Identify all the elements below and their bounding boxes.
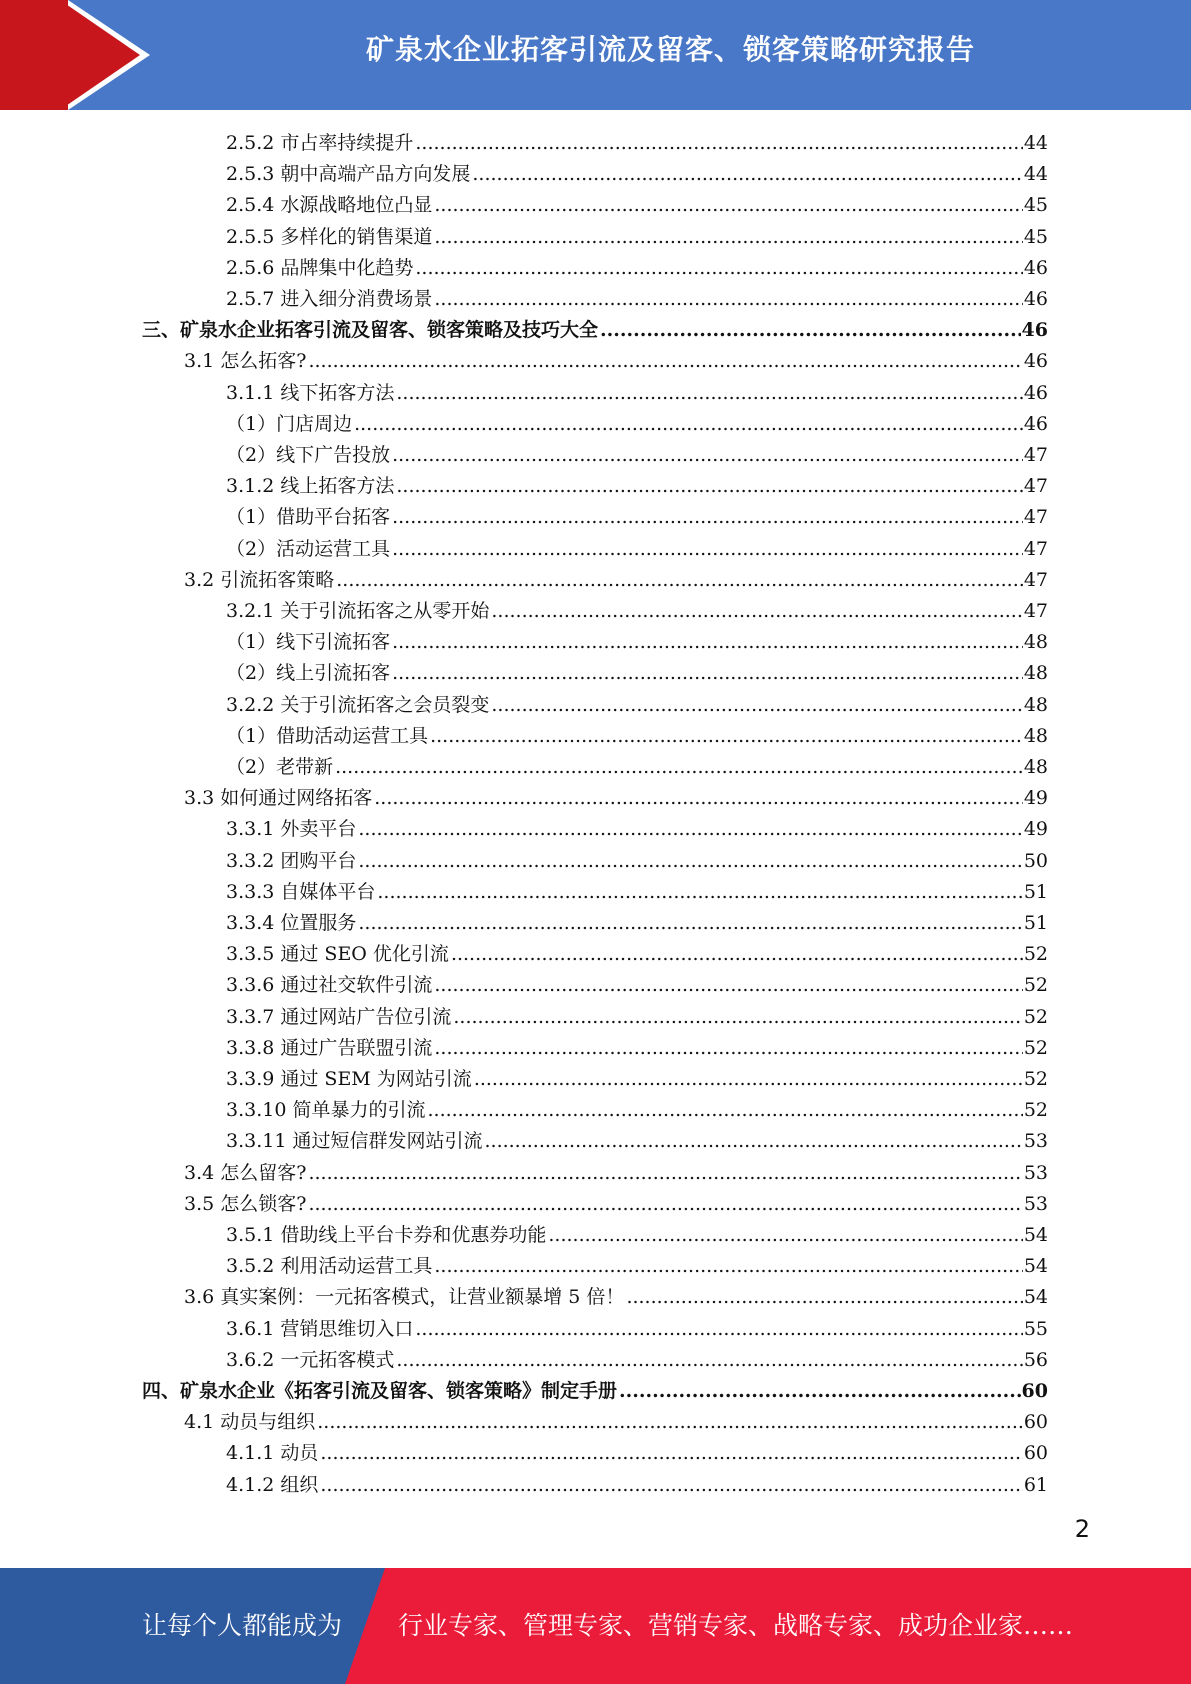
toc-entry-page: 51 bbox=[1023, 912, 1048, 934]
toc-entry-label: 2.5.3 朝中高端产品方向发展 bbox=[226, 163, 471, 186]
toc-dot-leader bbox=[453, 1002, 1022, 1033]
toc-entry-label: 3.3.6 通过社交软件引流 bbox=[226, 974, 433, 997]
toc-entry-label: 3.3.9 通过 SEM 为网站引流 bbox=[226, 1068, 472, 1090]
toc-entry[interactable] bbox=[226, 939, 1048, 970]
toc-entry-page: 56 bbox=[1023, 1348, 1048, 1371]
toc-entry[interactable] bbox=[226, 159, 1048, 190]
toc-entry-label: 3.5 怎么锁客? bbox=[184, 1192, 307, 1215]
toc-entry[interactable] bbox=[184, 1282, 1048, 1313]
toc-entry[interactable] bbox=[226, 814, 1048, 845]
toc-entry[interactable] bbox=[226, 190, 1048, 221]
toc-entry-page: 60 bbox=[1021, 1380, 1048, 1402]
toc-entry-label: （1）线下引流拓客 bbox=[226, 631, 391, 654]
toc-dot-leader bbox=[358, 814, 1022, 845]
toc-entry-label: 4.1.2 组织 bbox=[226, 1473, 319, 1496]
toc-dot-leader bbox=[396, 471, 1022, 502]
toc-entry[interactable] bbox=[184, 1407, 1048, 1438]
toc-entry-label: 3.3.2 团购平台 bbox=[226, 849, 357, 872]
toc-entry-label: 三、矿泉水企业拓客引流及留客、锁客策略及技巧大全 bbox=[142, 319, 599, 342]
toc-entry-page: 47 bbox=[1023, 568, 1048, 591]
footer-slogan-right: 行业专家、管理专家、营销专家、战略专家、成功企业家…… bbox=[398, 1611, 1074, 1640]
toc-dot-leader bbox=[434, 222, 1022, 253]
toc-entry-page: 52 bbox=[1023, 1005, 1048, 1028]
toc-dot-leader bbox=[392, 534, 1023, 565]
toc-entry[interactable] bbox=[142, 1376, 1048, 1407]
header-red-chevron bbox=[60, 0, 140, 110]
toc-entry[interactable] bbox=[226, 970, 1048, 1001]
toc-entry[interactable] bbox=[226, 534, 1048, 565]
toc-entry[interactable] bbox=[226, 752, 1048, 783]
toc-entry[interactable] bbox=[142, 315, 1048, 346]
toc-entry-label: （2）线下广告投放 bbox=[226, 444, 391, 466]
toc-entry-label: 2.5.6 品牌集中化趋势 bbox=[226, 256, 414, 279]
toc-dot-leader bbox=[358, 846, 1022, 877]
toc-entry-label: 3.3.7 通过网站广告位引流 bbox=[226, 1005, 452, 1028]
page-footer bbox=[0, 1568, 1191, 1684]
toc-entry-page: 44 bbox=[1023, 163, 1048, 186]
toc-dot-leader bbox=[320, 1470, 1022, 1501]
toc-dot-leader bbox=[308, 1189, 1022, 1220]
toc-dot-leader bbox=[392, 658, 1023, 689]
page-header bbox=[0, 0, 1191, 110]
toc-entry[interactable] bbox=[184, 565, 1048, 596]
toc-entry-label: 3.3.1 外卖平台 bbox=[226, 818, 357, 841]
toc-dot-leader bbox=[317, 1407, 1023, 1438]
report-title: 矿泉水企业拓客引流及留客、锁客策略研究报告 bbox=[365, 33, 975, 66]
toc-entry-page: 47 bbox=[1023, 475, 1048, 498]
toc-entry-label: 3.5.1 借助线上平台卡券和优惠券功能 bbox=[226, 1224, 547, 1246]
toc-dot-leader bbox=[415, 1314, 1022, 1345]
toc-entry[interactable] bbox=[226, 440, 1048, 471]
toc-entry-page: 48 bbox=[1023, 724, 1048, 747]
toc-entry[interactable] bbox=[226, 846, 1048, 877]
toc-dot-leader bbox=[548, 1220, 1022, 1251]
toc-entry-page: 49 bbox=[1023, 787, 1048, 810]
toc-entry-label: （1）借助活动运营工具 bbox=[226, 724, 429, 747]
toc-entry-label: 3.3.4 位置服务 bbox=[226, 912, 357, 934]
toc-entry[interactable] bbox=[226, 1438, 1048, 1469]
toc-entry-label: （2）活动运营工具 bbox=[226, 537, 391, 560]
toc-dot-leader bbox=[434, 190, 1022, 221]
toc-dot-leader bbox=[474, 1064, 1023, 1095]
toc-entry-label: 3.1.2 线上拓客方法 bbox=[226, 475, 395, 498]
toc-entry-page: 52 bbox=[1023, 1036, 1048, 1059]
toc-entry-page: 52 bbox=[1023, 974, 1048, 997]
toc-entry[interactable] bbox=[226, 284, 1048, 315]
toc-entry-page: 45 bbox=[1023, 225, 1048, 248]
toc-entry[interactable] bbox=[184, 1189, 1048, 1220]
toc-entry-page: 46 bbox=[1023, 256, 1048, 279]
toc-entry-page: 46 bbox=[1023, 412, 1048, 435]
toc-entry[interactable] bbox=[226, 502, 1048, 533]
toc-entry[interactable] bbox=[226, 627, 1048, 658]
toc-entry-page: 48 bbox=[1023, 662, 1048, 685]
toc-entry[interactable] bbox=[226, 1470, 1048, 1501]
toc-entry[interactable] bbox=[226, 471, 1048, 502]
toc-dot-leader bbox=[354, 409, 1023, 440]
toc-entry-page: 52 bbox=[1023, 1099, 1048, 1122]
toc-entry-page: 45 bbox=[1023, 194, 1048, 217]
toc-entry-page: 47 bbox=[1023, 506, 1048, 529]
toc-entry-label: 3.2.2 关于引流拓客之会员裂变 bbox=[226, 693, 490, 716]
toc-entry-label: 3.2 引流拓客策略 bbox=[184, 568, 335, 591]
toc-entry-page: 46 bbox=[1023, 350, 1048, 373]
toc-entry-page: 52 bbox=[1023, 1068, 1048, 1090]
toc-entry[interactable] bbox=[226, 1345, 1048, 1376]
footer-slogan-left: 让每个人都能成为 bbox=[142, 1611, 343, 1640]
toc-entry-label: （2）线上引流拓客 bbox=[226, 662, 391, 685]
toc-dot-leader bbox=[358, 908, 1022, 939]
toc-dot-leader bbox=[619, 1376, 1021, 1407]
toc-entry-page: 60 bbox=[1023, 1411, 1048, 1434]
toc-entry[interactable] bbox=[226, 1126, 1048, 1157]
toc-dot-leader bbox=[415, 128, 1022, 159]
toc-entry[interactable] bbox=[226, 690, 1048, 721]
toc-dot-leader bbox=[434, 1033, 1022, 1064]
toc-entry-page: 48 bbox=[1023, 756, 1048, 778]
toc-dot-leader bbox=[396, 1345, 1022, 1376]
toc-dot-leader bbox=[472, 159, 1022, 190]
toc-entry-page: 46 bbox=[1023, 288, 1048, 310]
toc-dot-leader bbox=[396, 378, 1022, 409]
toc-entry[interactable] bbox=[226, 1251, 1048, 1282]
toc-dot-leader bbox=[491, 596, 1022, 627]
toc-entry-page: 52 bbox=[1023, 943, 1048, 966]
toc-entry[interactable] bbox=[184, 783, 1048, 814]
toc-dot-leader bbox=[434, 284, 1022, 315]
toc-entry-page: 60 bbox=[1023, 1442, 1048, 1465]
toc-entry-page: 61 bbox=[1023, 1473, 1048, 1496]
toc-entry[interactable] bbox=[184, 1158, 1048, 1189]
toc-entry-page: 48 bbox=[1023, 631, 1048, 654]
toc-entry-label: 2.5.7 进入细分消费场景 bbox=[226, 288, 433, 310]
toc-dot-leader bbox=[335, 752, 1023, 783]
toc-dot-leader bbox=[392, 502, 1023, 533]
toc-dot-leader bbox=[600, 315, 1021, 346]
toc-entry-label: 3.3.3 自媒体平台 bbox=[226, 880, 376, 903]
toc-entry[interactable] bbox=[226, 721, 1048, 752]
toc-entry-label: 2.5.5 多样化的销售渠道 bbox=[226, 225, 433, 248]
toc-entry-label: 3.2.1 关于引流拓客之从零开始 bbox=[226, 600, 490, 622]
toc-dot-leader bbox=[336, 565, 1023, 596]
toc-dot-leader bbox=[427, 1095, 1022, 1126]
toc-entry[interactable] bbox=[184, 346, 1048, 377]
toc-entry[interactable] bbox=[226, 596, 1048, 627]
toc-entry-label: 2.5.4 水源战略地位凸显 bbox=[226, 194, 433, 217]
toc-entry[interactable] bbox=[226, 222, 1048, 253]
toc-entry-page: 54 bbox=[1023, 1286, 1048, 1309]
page-number: 2 bbox=[1074, 1515, 1090, 1543]
toc-entry[interactable] bbox=[226, 1314, 1048, 1345]
toc-entry-page: 49 bbox=[1023, 818, 1048, 841]
toc-dot-leader bbox=[626, 1282, 1022, 1313]
toc-entry-page: 53 bbox=[1023, 1161, 1048, 1184]
toc-entry-page: 47 bbox=[1023, 600, 1048, 622]
toc-entry-label: 3.5.2 利用活动运营工具 bbox=[226, 1255, 433, 1278]
toc-dot-leader bbox=[392, 627, 1023, 658]
toc-dot-leader bbox=[484, 1126, 1022, 1157]
toc-entry-page: 53 bbox=[1023, 1192, 1048, 1215]
toc-dot-leader bbox=[392, 440, 1023, 471]
toc-entry-label: 3.6.2 一元拓客模式 bbox=[226, 1348, 395, 1371]
toc-entry[interactable] bbox=[226, 253, 1048, 284]
toc-dot-leader bbox=[491, 690, 1022, 721]
toc-entry-page: 50 bbox=[1023, 849, 1048, 872]
toc-entry-label: （1）借助平台拓客 bbox=[226, 506, 391, 529]
toc-entry[interactable] bbox=[226, 658, 1048, 689]
toc-entry-label: 3.6.1 营销思维切入口 bbox=[226, 1317, 414, 1340]
toc-dot-leader bbox=[434, 1251, 1022, 1282]
toc-entry-page: 55 bbox=[1023, 1317, 1048, 1340]
toc-entry[interactable] bbox=[226, 378, 1048, 409]
toc-entry-label: （1）门店周边 bbox=[226, 412, 353, 435]
toc-entry-label: 4.1.1 动员 bbox=[226, 1442, 319, 1465]
toc-entry-page: 46 bbox=[1021, 319, 1048, 342]
toc-entry-label: （2）老带新 bbox=[226, 756, 334, 778]
toc-dot-leader bbox=[308, 1158, 1022, 1189]
toc-dot-leader bbox=[430, 721, 1023, 752]
toc-entry[interactable] bbox=[226, 1064, 1048, 1095]
toc-entry-label: 3.6 真实案例：一元拓客模式，让营业额暴增 5 倍！ bbox=[184, 1286, 625, 1309]
toc-entry-page: 44 bbox=[1023, 132, 1048, 154]
toc-entry-page: 53 bbox=[1023, 1130, 1048, 1153]
toc-entry-page: 47 bbox=[1023, 537, 1048, 560]
toc-entry[interactable] bbox=[226, 877, 1048, 908]
toc-entry-page: 51 bbox=[1023, 880, 1048, 903]
toc-entry[interactable] bbox=[226, 409, 1048, 440]
toc-entry-label: 3.3.10 简单暴力的引流 bbox=[226, 1099, 426, 1122]
toc-entry-label: 3.3.11 通过短信群发网站引流 bbox=[226, 1130, 483, 1153]
toc-entry-label: 3.3 如何通过网络拓客 bbox=[184, 787, 373, 810]
toc-dot-leader bbox=[451, 939, 1023, 970]
toc-entry[interactable] bbox=[226, 908, 1048, 939]
toc-entry-page: 48 bbox=[1023, 693, 1048, 716]
toc-entry-label: 3.3.8 通过广告联盟引流 bbox=[226, 1036, 433, 1059]
toc-entry-page: 54 bbox=[1023, 1224, 1048, 1246]
toc-entry-page: 54 bbox=[1023, 1255, 1048, 1278]
toc-entry-label: 4.1 动员与组织 bbox=[184, 1411, 316, 1434]
toc-entry-label: 2.5.2 市占率持续提升 bbox=[226, 132, 414, 154]
toc-dot-leader bbox=[377, 877, 1022, 908]
toc-entry-label: 四、矿泉水企业《拓客引流及留客、锁客策略》制定手册 bbox=[142, 1380, 618, 1402]
toc-dot-leader bbox=[415, 253, 1022, 284]
toc-entry-page: 47 bbox=[1023, 444, 1048, 466]
toc-entry[interactable] bbox=[226, 128, 1048, 159]
toc-dot-leader bbox=[320, 1438, 1022, 1469]
toc-dot-leader bbox=[434, 970, 1022, 1001]
toc-entry[interactable] bbox=[226, 1095, 1048, 1126]
header-red-block bbox=[0, 0, 68, 110]
toc-entry[interactable] bbox=[226, 1002, 1048, 1033]
toc-entry-page: 46 bbox=[1023, 381, 1048, 404]
toc-entry-label: 3.1 怎么拓客? bbox=[184, 350, 307, 373]
toc-entry[interactable] bbox=[226, 1220, 1048, 1251]
toc-entry-label: 3.4 怎么留客? bbox=[184, 1161, 307, 1184]
toc-entry-label: 3.1.1 线下拓客方法 bbox=[226, 381, 395, 404]
toc-entry-label: 3.3.5 通过 SEO 优化引流 bbox=[226, 943, 449, 966]
toc-entry[interactable] bbox=[226, 1033, 1048, 1064]
toc-dot-leader bbox=[308, 346, 1022, 377]
toc-dot-leader bbox=[374, 783, 1023, 814]
